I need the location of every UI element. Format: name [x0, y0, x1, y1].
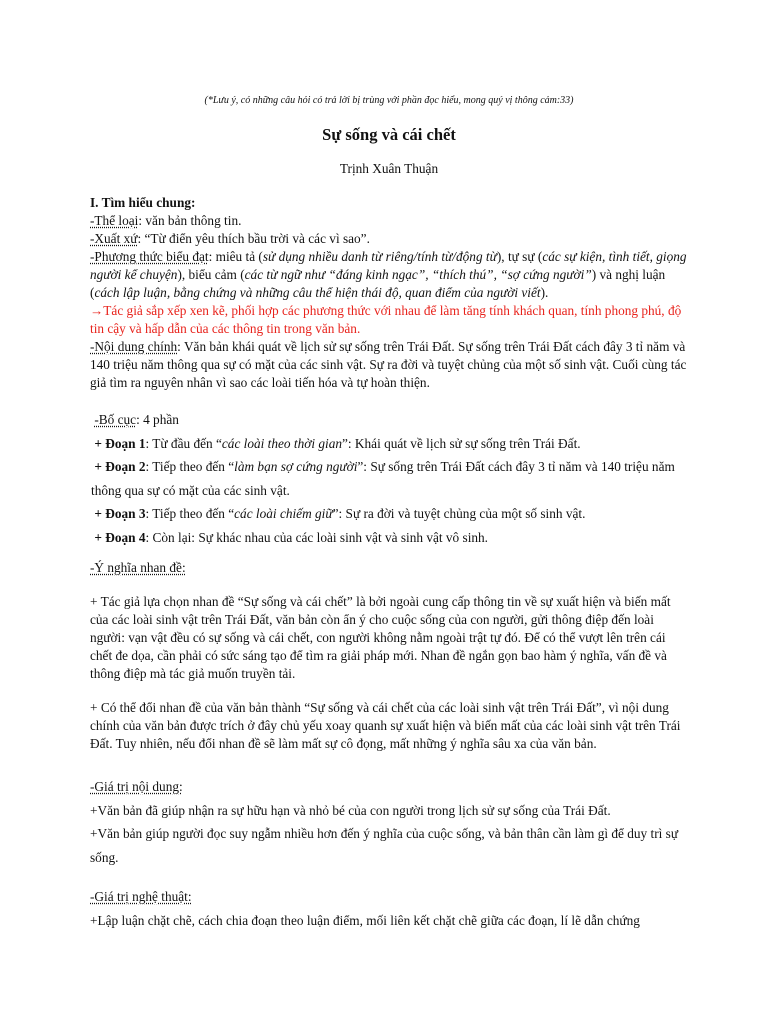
y-nghia-paragraph-2: + Có thể đổi nhan đề của văn bản thành “Sự sống và cái chết của các loài sinh vật trên Trái Đất”, vì nội dung chính của văn bản được trích ở đây chủ yếu xoay quanh sự xuất hiện và biến mất của các loài sinh vật trên Trái Đất. Tuy nhiên, nếu đổi nhan đề sẽ làm mất sự cô đọng, mất những ý nghĩa sâu xa của văn bản.	[90, 700, 681, 751]
y-nghia-heading: -Ý nghĩa nhan đề:	[90, 560, 186, 575]
phuong-thuc-label: -Phương thức biểu đạt	[90, 249, 209, 264]
spacer	[90, 392, 688, 408]
doan-3-quote: các loài chiếm giữ	[234, 506, 333, 521]
doan-4-label: + Đoạn 4	[94, 529, 146, 545]
author: Trịnh Xuân Thuận	[339, 161, 439, 176]
bo-cuc-text: : 4 phần	[136, 412, 179, 427]
doan-3-label: + Đoạn 3	[94, 506, 146, 521]
phuong-thuc-i2: các sự kiện, tình tiết, giọng người kể chuyện	[90, 249, 687, 282]
doan-3-t1: : Tiếp theo đến “	[145, 506, 235, 521]
phuong-thuc-i1: sử dụng nhiều danh từ riêng/tính từ/động từ	[262, 249, 497, 264]
doan-1-label: + Đoạn 1	[94, 435, 146, 451]
note: (*Lưu ý, có những câu hỏi có trả lời bị trùng với phần đọc hiểu, mong quý vị thông cảm:33)	[204, 95, 574, 106]
red-note: →Tác giả sắp xếp xen kẽ, phối hợp các phương thức với nhau để làm tăng tính khách quan, tính phong phú, độ tin cậy và hấp dẫn của các thông tin trong văn bản.	[90, 303, 682, 336]
doan-1-t2: ”: Khái quát về lịch sử sự sống trên Trái Đất.	[342, 435, 581, 451]
bo-cuc-label: -Bố cục	[94, 412, 137, 427]
doan-3-t2: ”: Sự ra đời và tuyệt chủng của một số sinh vật.	[332, 506, 586, 521]
doan-3	[91, 502, 688, 526]
gia-tri-nghe-thuat-block	[90, 885, 688, 932]
noi-dung-paragraph	[90, 338, 688, 392]
doan-1-t1: : Từ đầu đến “	[145, 435, 222, 451]
gia-tri-noi-dung-2: +Văn bản giúp người đọc suy ngẫm nhiều hơn đến ý nghĩa của cuộc sống, và bản thân cần làm gì để duy trì sự sống.	[90, 826, 679, 865]
doan-2-t1: : Tiếp theo đến “	[145, 459, 235, 474]
xuat-xu-label: -Xuất xứ	[90, 231, 138, 246]
page-title: Sự sống và cái chết	[322, 125, 456, 144]
doan-2	[91, 455, 688, 502]
xuat-xu-text: : “Từ điển yêu thích bầu trời và các vì sao”.	[137, 231, 370, 246]
doan-2-label: + Đoạn 2	[94, 459, 146, 474]
spacer	[90, 753, 688, 775]
phuong-thuc-i3: các từ ngữ như “đáng kinh ngạc”, “thích thú”, “sợ cứng người”	[244, 267, 592, 282]
noi-dung-label: -Nội dung chính	[90, 339, 178, 354]
noi-dung-text: : Văn bản khái quát về lịch sử sự sống trên Trái Đất. Sự sống trên Trái Đất cách đây 3 tỉ năm và 140 triệu năm thông qua sự có mặt của các sinh vật. Sự ra đời và tuyệt chủng của một số sinh vật. Cuối cùng tác giả tìm ra nguyên nhân vì sao các loài tiến hóa và tự hoàn thiện.	[90, 339, 687, 390]
doan-4	[91, 526, 688, 550]
the-loai-text: : văn bản thông tin.	[138, 213, 242, 228]
gia-tri-noi-dung-block	[90, 775, 688, 869]
gia-tri-nghe-thuat-heading: -Giá trị nghệ thuật:	[90, 889, 192, 904]
doan-2-t2: ”: Sự sống trên Trái Đất cách đây 3 tỉ năm và 140 triệu năm thông qua sự có mặt của các sinh vật.	[91, 459, 675, 498]
the-loai-line	[90, 212, 688, 230]
gia-tri-noi-dung-1: +Văn bản đã giúp nhận ra sự hữu hạn và nhỏ bé của con người trong lịch sử sự sống của Trái Đất.	[90, 802, 611, 818]
bo-cuc-block	[90, 408, 688, 549]
gia-tri-noi-dung-heading: -Giá trị nội dung:	[90, 779, 183, 794]
gia-tri-nghe-thuat-1: +Lập luận chặt chẽ, cách chia đoạn theo luận điểm, mối liên kết chặt chẽ giữa các đoạn, lí lẽ dẫn chứng	[90, 912, 640, 928]
xuat-xu-line	[90, 230, 688, 248]
phuong-thuc-paragraph	[90, 248, 688, 302]
phuong-thuc-t3: ), biểu cảm (	[177, 267, 245, 282]
y-nghia-paragraph-1: + Tác giả lựa chọn nhan đề “Sự sống và cái chết” là bởi ngoài cung cấp thông tin về sự xuất hiện và biến mất của các loài sinh vật trên Trái Đất, văn bản còn ẩn ý cho cuộc sống của con người, gửi thông điệp đến loài người: vạn vật đều có sự sống và cái chết, con người không nằm ngoài trật tự đó. Để có thể vượt lên trên cái chết đe dọa, cần phải có sức sáng tạo để tìm ra giải pháp mới. Nhan đề ngắn gọn bao hàm ý nghĩa, vấn đề và thông điệp mà tác giả muốn truyền tải.	[90, 594, 671, 681]
phuong-thuc-t4: ) và nghị luận (	[90, 267, 666, 300]
the-loai-label: -Thể loại	[90, 213, 139, 228]
doan-1	[91, 432, 688, 456]
doan-4-t1: : Còn lại: Sự khác nhau của các loài sinh vật và sinh vật vô sinh.	[145, 529, 489, 545]
spacer	[90, 869, 688, 885]
phuong-thuc-t2: ), tự sự (	[496, 249, 543, 264]
doan-1-quote: các loài theo thời gian	[221, 435, 342, 451]
spacer	[90, 549, 688, 559]
doan-2-quote: làm bạn sợ cứng người	[234, 459, 358, 474]
spacer	[90, 577, 688, 593]
section-heading: I. Tìm hiểu chung:	[90, 195, 196, 210]
phuong-thuc-i4: cách lập luận, bằng chứng và những câu thể hiện thái độ, quan điểm của người viết	[94, 285, 541, 300]
spacer	[90, 683, 688, 699]
phuong-thuc-t5: ).	[540, 285, 549, 300]
phuong-thuc-t1: : miêu tả (	[208, 249, 263, 264]
bo-cuc-line	[91, 408, 688, 432]
